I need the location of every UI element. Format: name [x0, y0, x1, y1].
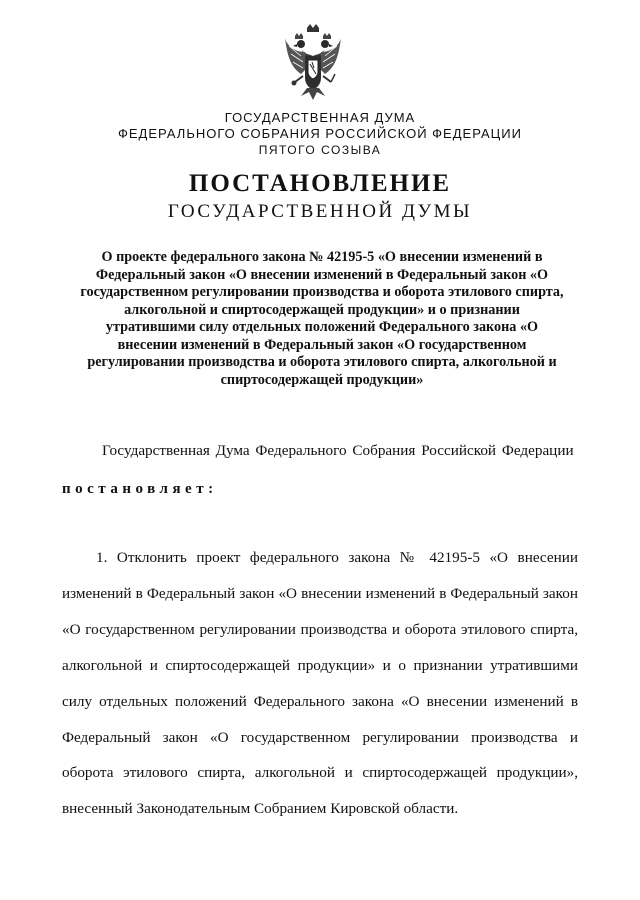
preamble: Государственная Дума Федерального Собрания Российской Федерации — [102, 442, 574, 459]
header-convocation: ПЯТОГО СОЗЫВА — [258, 143, 382, 157]
resolves-word: постановляет: — [62, 481, 218, 497]
paragraph-1: 1. Отклонить проект федерального закона № 42195-5 «О внесении изменений в Федеральный закон «О внесении изменений в Федеральный закон «О государственном регулировании производства и оборота этилового спирта, алкогольной и спиртосодержащей продукции» и о признании утратившими силу отдельных положений Федерального закона «О внесении изменений в Федеральный закон «О государственном регулировании производства и оборота этилового спирта, алкогольной и спиртосодержащей продукции», внесенный Законодательным Собранием Кировской области. — [62, 549, 578, 818]
header-federal-assembly: ФЕДЕРАЛЬНОГО СОБРАНИЯ РОССИЙСКОЙ ФЕДЕРАЦИИ — [118, 126, 522, 141]
document-subtitle: ГОСУДАРСТВЕННОЙ ДУМЫ — [167, 201, 473, 222]
resolution-subject: О проекте федерального закона № 42195-5 «О внесении изменений в Федеральный закон «О внесении изменений в Федеральный закон «О государственном регулировании производства и оборота этилового спирта, алкогольной и спиртосодержащей продукции» и о признании утратившими силу отдельных положений Федерального закона «О внесении изменений в Федеральный закон «О государственном регулировании производства и оборота этилового спирта, алкогольной и спиртосодержащей продукции» — [80, 249, 564, 388]
coat-of-arms-icon — [283, 22, 343, 102]
header-institution: ГОСУДАРСТВЕННАЯ ДУМА — [224, 110, 416, 125]
document-title: ПОСТАНОВЛЕНИЕ — [188, 170, 452, 197]
